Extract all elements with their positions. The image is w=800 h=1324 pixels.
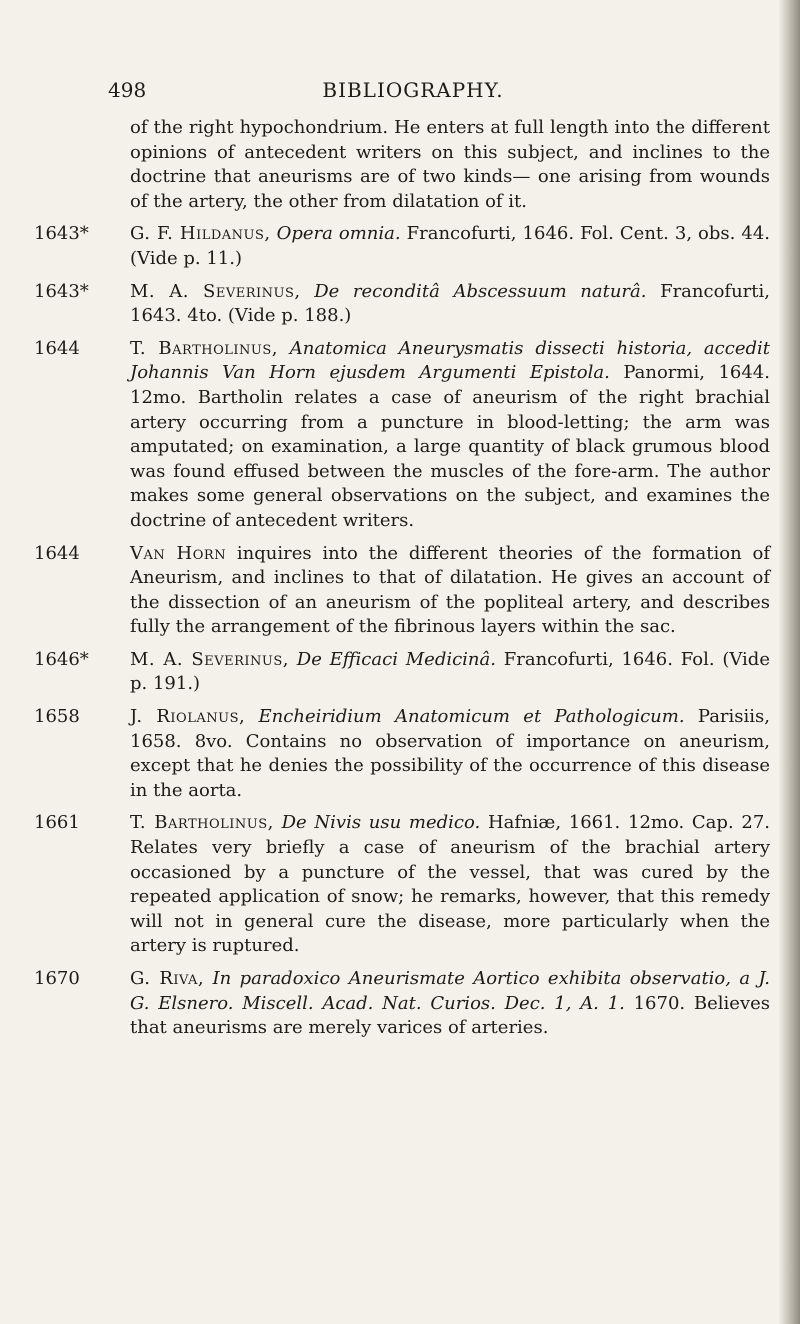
- entry-text: 1670. Believes that aneurisms are merely varices of arteries.: [130, 992, 770, 1039]
- entry-year: 1644: [34, 542, 80, 564]
- entry-text: Parisiis, 1658. 8vo. Contains no observation of importance on aneurism, except that he denies the possibility of the occurrence of this disease in the aorta.: [130, 706, 770, 801]
- bibliography-entry: [34, 542, 770, 640]
- bibliography-entry: [34, 337, 770, 534]
- entry-year: 1643*: [34, 223, 89, 245]
- entry-text: Panormi, 1644. 12mo. Bartholin relates a case of aneurism of the right brachial artery occurring from a puncture in blood-letting; the arm was amputated; on examination, a large quantity of black grumous blood was found effused between the muscles of the fore-arm. The author makes some general observations on the subject, and examines the doctrine of antecedent writers.: [130, 362, 770, 531]
- entry-year: 1646*: [34, 648, 89, 670]
- entry-year: 1644: [34, 337, 80, 359]
- entry-title: De Efficaci Medicinâ.: [296, 648, 496, 670]
- bibliography-entry: [34, 705, 770, 803]
- page-header: [108, 78, 718, 108]
- entry-author: G. F. Hildanus,: [130, 223, 271, 245]
- entry-title: In paradoxico Aneurismate Aortico exhibita observatio, a J. G. Elsnero. Miscell. Acad. Nat. Curios. Dec. 1, A. 1.: [130, 968, 770, 1014]
- entry-author: M. A. Severinus,: [130, 648, 290, 670]
- entry-title: Opera omnia.: [276, 223, 401, 245]
- entry-year: 1643*: [34, 280, 89, 302]
- entry-year: 1670: [34, 968, 80, 989]
- bibliography-entry: [34, 280, 770, 329]
- page-edge-shadow: [778, 0, 800, 1324]
- bibliography-entry: [34, 648, 770, 697]
- entry-title: De reconditâ Abscessuum naturâ.: [314, 280, 647, 302]
- entry-author: J. Riolanus,: [130, 706, 246, 728]
- entry-author: T. Bartholinus,: [130, 337, 278, 359]
- entry-author: G. Riva,: [130, 968, 205, 989]
- entry-year: 1658: [34, 706, 80, 728]
- entry-title: Encheiridium Anatomicum et Pathologicum.: [258, 706, 685, 728]
- bibliography-entry: [34, 811, 770, 959]
- entry-year: 1661: [34, 812, 80, 834]
- bibliography-entry: [34, 967, 770, 1041]
- entry-text: Francofurti, 1646. Fol. (Vide p. 191.): [130, 648, 770, 695]
- entry-title: Anatomica Aneurysmatis dissecti historia, accedit Johannis Van Horn ejusdem Argumenti Epistola.: [130, 337, 770, 384]
- entry-author: Van Horn: [130, 542, 227, 564]
- entry-text: Francofurti, 1643. 4to. (Vide p. 188.): [130, 280, 770, 327]
- entry-text: Francofurti, 1646. Fol. Cent. 3, obs. 44. (Vide p. 11.): [130, 223, 770, 269]
- intro-paragraph: of the right hypochondrium. He enters at full length into the different opinions of antecedent writers on this subject, and inclines to the doctrine that aneurisms are of two kinds— one arising from wounds of the artery, the other from dilatation of it.: [130, 117, 770, 212]
- entry-title: De Nivis usu medico.: [281, 812, 481, 834]
- entry-text: Hafniæ, 1661. 12mo. Cap. 27. Relates very briefly a case of aneurism of the brachial artery occasioned by a puncture of the vessel, that was cured by the repeated application of snow; he remarks, however, that this remedy will not in general cure the disease, more particularly when the artery is ruptured.: [130, 812, 770, 957]
- page-body: [34, 116, 770, 1049]
- entry-author: M. A. Severinus,: [130, 280, 301, 302]
- page-number: 498: [108, 78, 147, 102]
- entry-author: T. Bartholinus,: [130, 812, 274, 834]
- bibliography-entry: [34, 222, 770, 271]
- running-title: BIBLIOGRAPHY.: [322, 78, 504, 102]
- entry-text: inquires into the different theories of the formation of Aneurism, and inclines to that of dilatation. He gives an account of the dissection of an aneurism of the popliteal artery, and describes fully the arrangement of the fibrinous layers within the sac.: [130, 542, 770, 638]
